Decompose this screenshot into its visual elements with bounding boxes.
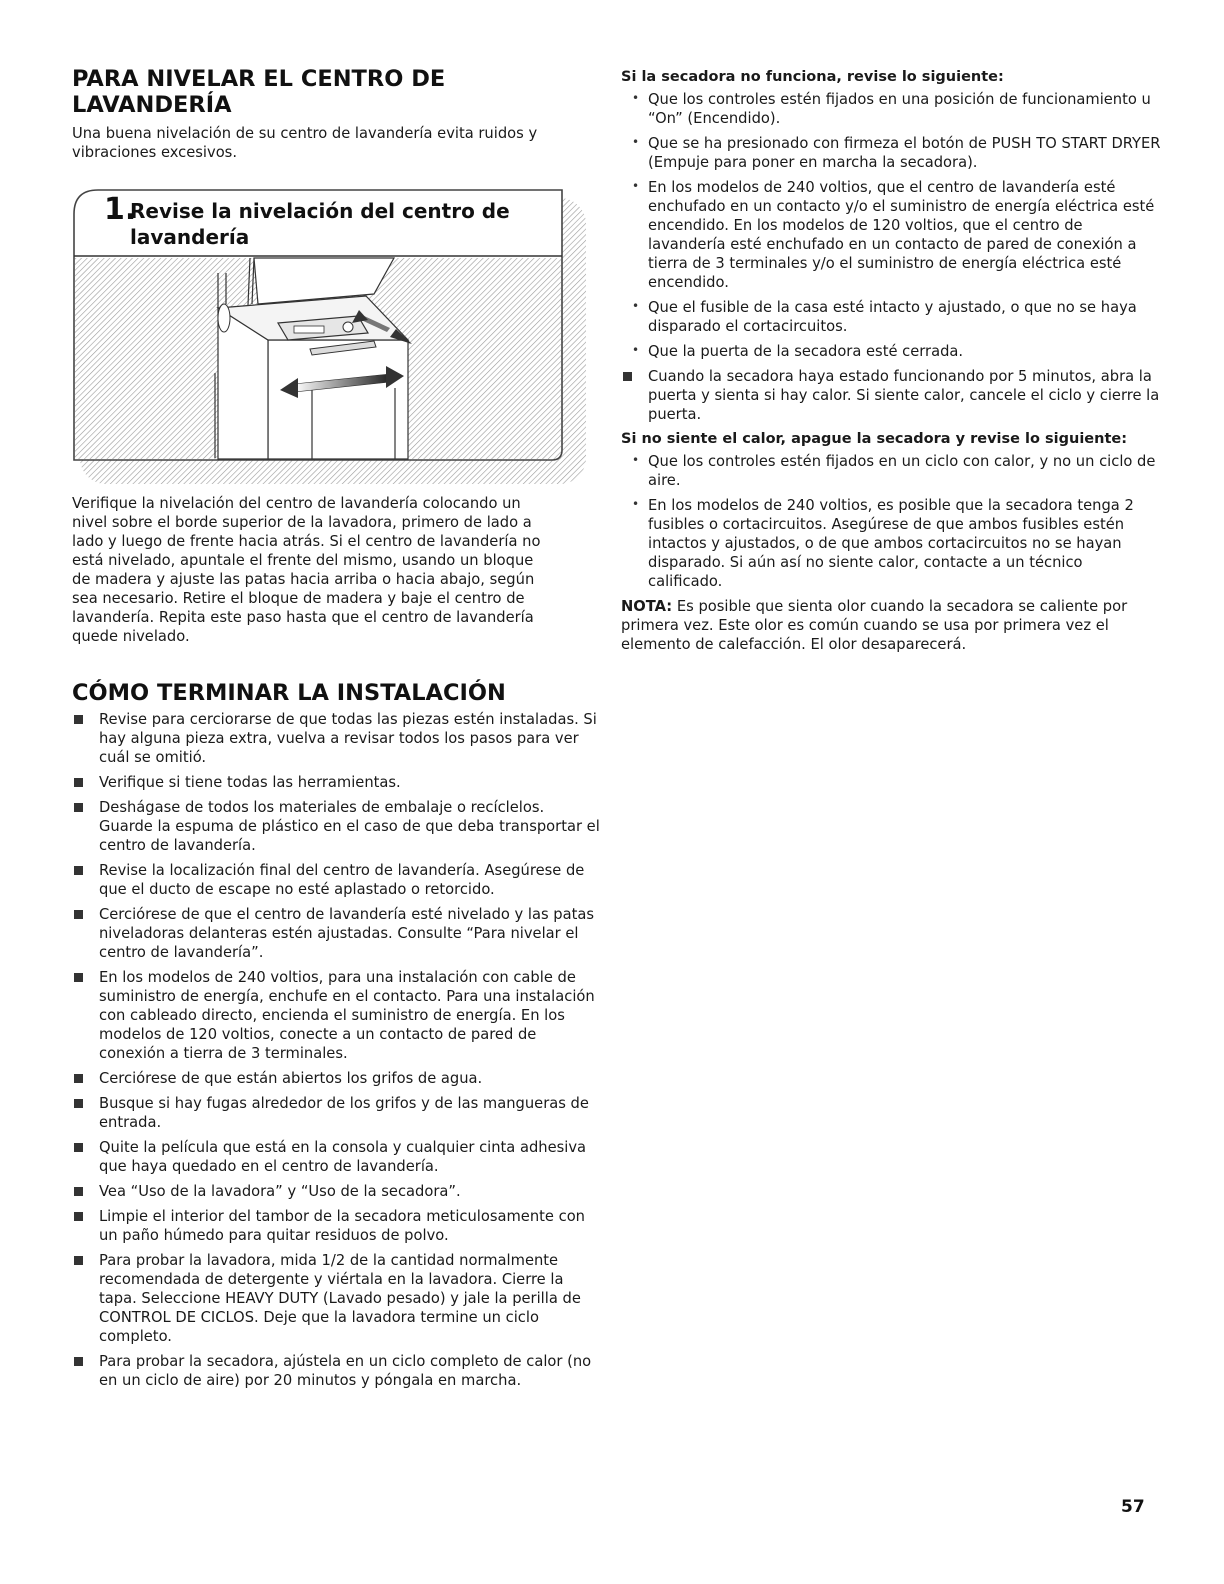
dryer-check-list	[621, 90, 1161, 361]
list-item: Busque si hay fugas alrededor de los grifos y de las mangueras de entrada.	[72, 1094, 600, 1132]
note-text: Es posible que sienta olor cuando la secadora se caliente por primera vez. Este olor es común cuando se usa por primera vez el elemento de calefacción. El olor desaparecerá.	[621, 598, 1128, 653]
list-item: Vea “Uso de la lavadora” y “Uso de la secadora”.	[72, 1182, 600, 1201]
note	[621, 597, 1161, 654]
list-item: Revise para cerciorarse de que todas las piezas estén instaladas. Si hay alguna pieza extra, vuelva a revisar todos los pasos para ver cuál se omitió.	[72, 710, 600, 767]
page-number: 57	[1121, 1497, 1145, 1517]
list-item: • En los modelos de 240 voltios, es posible que la secadora tenga 2 fusibles o cortacircuitos. Asegúrese de que ambos fusibles estén intactos y ajustados, o de que ambos cortacircuitos no se hayan disparado. Si aún así no siente calor, contacte a un técnico calificado.	[621, 496, 1161, 591]
list-item: Limpie el interior del tambor de la secadora meticulosamente con un paño húmedo para quitar residuos de polvo.	[72, 1207, 600, 1245]
step-number: 1.	[104, 192, 137, 227]
list-item: • En los modelos de 240 voltios, que el centro de lavandería esté enchufado en un contacto y/o el suministro de energía eléctrica esté encendido. En los modelos de 120 voltios, que el centro de lavandería esté enchufado en un contacto de pared de conexión a tierra de 3 terminales y/o el suministro de energía eléctrica esté encendido.	[621, 178, 1161, 292]
list-item: • Que el fusible de la casa esté intacto y ajustado, o que no se haya disparado el cortacircuitos.	[621, 298, 1161, 336]
leveling-intro: Una buena nivelación de su centro de lavandería evita ruidos y vibraciones excesivos.	[72, 125, 538, 161]
list-item: Revise la localización final del centro de lavandería. Asegúrese de que el ducto de escape no esté aplastado o retorcido.	[72, 861, 600, 899]
dryer-check-heading: Si la secadora no funciona, revise lo siguiente:	[621, 69, 1004, 85]
note-label: NOTA:	[621, 598, 673, 615]
step-title: Revise la nivelación del centro de lavandería	[130, 199, 510, 249]
list-item: Quite la película que está en la consola y cualquier cinta adhesiva que haya quedado en el centro de lavandería.	[72, 1138, 600, 1176]
finish-heading: CÓMO TERMINAR LA INSTALACIÓN	[72, 680, 506, 706]
left-column	[72, 66, 600, 1396]
list-item: Para probar la lavadora, mida 1/2 de la cantidad normalmente recomendada de detergente y viértala en la lavadora. Cierre la tapa. Seleccione HEAVY DUTY (Lavado pesado) y jale la perilla de CONTROL DE CICLOS. Deje que la lavadora termine un ciclo completo.	[72, 1251, 600, 1346]
right-column	[621, 68, 1161, 654]
list-item: • Que los controles estén fijados en una posición de funcionamiento u “On” (Encendido).	[621, 90, 1161, 128]
finish-list	[72, 710, 600, 1390]
list-item: Deshágase de todos los materiales de embalaje o recíclelos. Guarde la espuma de plástico en el caso de que deba transportar el centro de lavandería.	[72, 798, 600, 855]
leveling-instructions: Verifique la nivelación del centro de lavandería colocando un nivel sobre el borde superior de la lavadora, primero de lado a lado y luego de frente hacia atrás. Si el centro de lavandería no está nivelado, apuntale el frente del mismo, usando un bloque de madera y ajuste las patas hacia arriba o hacia abajo, según sea necesario. Retire el bloque de madera y baje el centro de lavandería. Repita este paso hasta que el centro de lavandería quede nivelado.	[72, 495, 541, 645]
list-item: Verifique si tiene todas las herramientas.	[72, 773, 600, 792]
list-item: • Que se ha presionado con firmeza el botón de PUSH TO START DRYER (Empuje para poner en marcha la secadora).	[621, 134, 1161, 172]
running-note: Cuando la secadora haya estado funcionando por 5 minutos, abra la puerta y sienta si hay calor. Si siente calor, cancele el ciclo y cierre la puerta.	[621, 367, 1161, 424]
list-item: • Que la puerta de la secadora esté cerrada.	[621, 342, 1161, 361]
leveling-heading: PARA NIVELAR EL CENTRO DE LAVANDERÍA	[72, 66, 446, 118]
no-heat-list	[621, 452, 1161, 591]
no-heat-heading: Si no siente el calor, apague la secadora y revise lo siguiente:	[621, 431, 1128, 447]
list-item: Cerciórese de que el centro de lavandería esté nivelado y las patas niveladoras delanteras estén ajustadas. Consulte “Para nivelar el centro de lavandería”.	[72, 905, 600, 962]
step-figure	[72, 188, 586, 484]
list-item: Para probar la secadora, ajústela en un ciclo completo de calor (no en un ciclo de aire) por 20 minutos y póngala en marcha.	[72, 1352, 600, 1390]
list-item: En los modelos de 240 voltios, para una instalación con cable de suministro de energía, enchufe en el contacto. Para una instalación con cableado directo, encienda el suministro de energía. En los modelos de 120 voltios, conecte a un contacto de pared de conexión a tierra de 3 terminales.	[72, 968, 600, 1063]
running-note-list	[621, 367, 1161, 424]
list-item: Cerciórese de que están abiertos los grifos de agua.	[72, 1069, 600, 1088]
list-item: • Que los controles estén fijados en un ciclo con calor, y no un ciclo de aire.	[621, 452, 1161, 490]
